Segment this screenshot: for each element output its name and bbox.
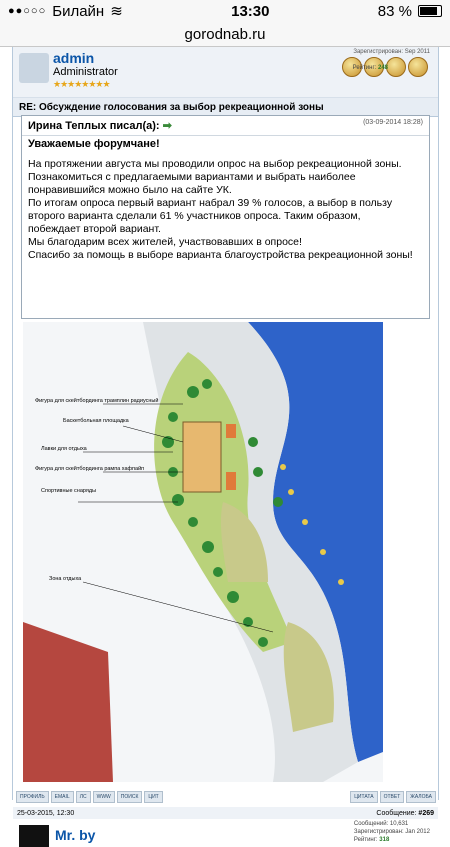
map-label: Лавки для отдыха <box>41 446 87 452</box>
map-label: Спортивные снаряды <box>41 488 97 494</box>
post-toolbar <box>16 791 436 803</box>
quote-greeting: Уважаемые форумчане! <box>28 138 160 150</box>
quote-body <box>22 158 429 262</box>
carrier-name: Билайн <box>52 2 105 20</box>
reply-button[interactable]: ОТВЕТ <box>380 791 405 803</box>
battery-percent: 83 % <box>377 2 412 20</box>
quote-line: По итогам опроса первый вариант набрал 39 % голосов, а выбор в пользу <box>28 197 393 209</box>
address-bar[interactable] <box>0 22 450 47</box>
quote-line: Познакомиться с предлагаемыми вариантами и выбрать наиболее <box>28 171 356 183</box>
quote-line: побеждает второй вариант. <box>28 223 161 235</box>
next-author-name[interactable]: Mr. by <box>55 827 96 843</box>
avatar[interactable] <box>19 53 49 83</box>
quote-date: (03-09-2014 18:28) <box>363 119 423 126</box>
www-button[interactable]: WWW <box>93 791 115 803</box>
medal-icon <box>386 57 406 77</box>
next-post-header: 25-03-2015, 12:30 Сообщение: #269 <box>13 807 438 819</box>
quote-author: Ирина Теплых писал(а): <box>28 120 160 132</box>
author-name[interactable]: admin <box>53 50 95 66</box>
email-button[interactable]: EMAIL <box>51 791 74 803</box>
pm-button[interactable]: ЛС <box>76 791 91 803</box>
forum-post <box>12 47 439 843</box>
recreation-zone-plan-image[interactable] <box>23 322 383 782</box>
post-subject: RE: Обсуждение голосования за выбор рекреационной зоны <box>13 98 438 117</box>
status-bar <box>0 0 450 22</box>
signal-icon: ●●○○○ <box>8 5 47 17</box>
next-author-meta: Сообщений: 10,631 Зарегистрирован: Jan 2012 Рейтинг: 318 <box>353 821 430 843</box>
quote-block <box>21 115 430 319</box>
map-label: Зона отдыха <box>49 576 82 582</box>
next-post-number[interactable]: #269 <box>418 809 434 817</box>
report-button[interactable]: ЖАЛОБА <box>406 791 436 803</box>
go-to-post-icon[interactable]: ➡ <box>162 120 172 132</box>
wifi-icon: ≋ <box>110 3 123 20</box>
quote-button[interactable]: ЦИТАТА <box>350 791 377 803</box>
map-label: Баскетбольная площадка <box>63 418 129 424</box>
next-post-author-panel <box>13 819 438 847</box>
map-label: Фигура для скейтбординга рампа хафпайп <box>35 466 145 472</box>
avatar[interactable] <box>19 825 49 847</box>
next-post-date: 25-03-2015, 12:30 <box>17 809 75 817</box>
quote-line: Мы благодарим всех жителей, участвовавших в опросе! <box>28 236 302 248</box>
clock: 13:30 <box>231 2 270 20</box>
quote-line: Спасибо за помощь в выборе варианта благоустройства рекреационной зоны! <box>28 249 413 261</box>
profile-button[interactable]: ПРОФИЛЬ <box>16 791 49 803</box>
author-meta: Зарегистрирован: Sep 2011 <box>353 49 430 55</box>
quote-line: На протяжении августа мы проводили опрос на выбор рекреационной зоны. <box>28 158 402 170</box>
quote-line: понравившийся можно было на сайте УК. <box>28 184 232 196</box>
search-button[interactable]: ПОИСК <box>117 791 143 803</box>
quote-header <box>22 116 429 136</box>
multiquote-button[interactable]: ЦИТ <box>144 791 162 803</box>
url-text: gorodnab.ru <box>184 25 266 43</box>
rank-stars: ★★★★★★★★ <box>53 79 110 89</box>
post-author-panel <box>13 47 438 98</box>
battery-icon <box>418 5 442 17</box>
map-label: Фигура для скейтбординга трамплин радиусный <box>35 398 159 404</box>
author-role: Administrator <box>53 66 118 78</box>
author-rating: Рейтинг: 248 <box>352 65 388 71</box>
medal-icon <box>408 57 428 77</box>
quote-line: второго варианта сделали 61 % участников опроса. Таким образом, <box>28 210 361 222</box>
